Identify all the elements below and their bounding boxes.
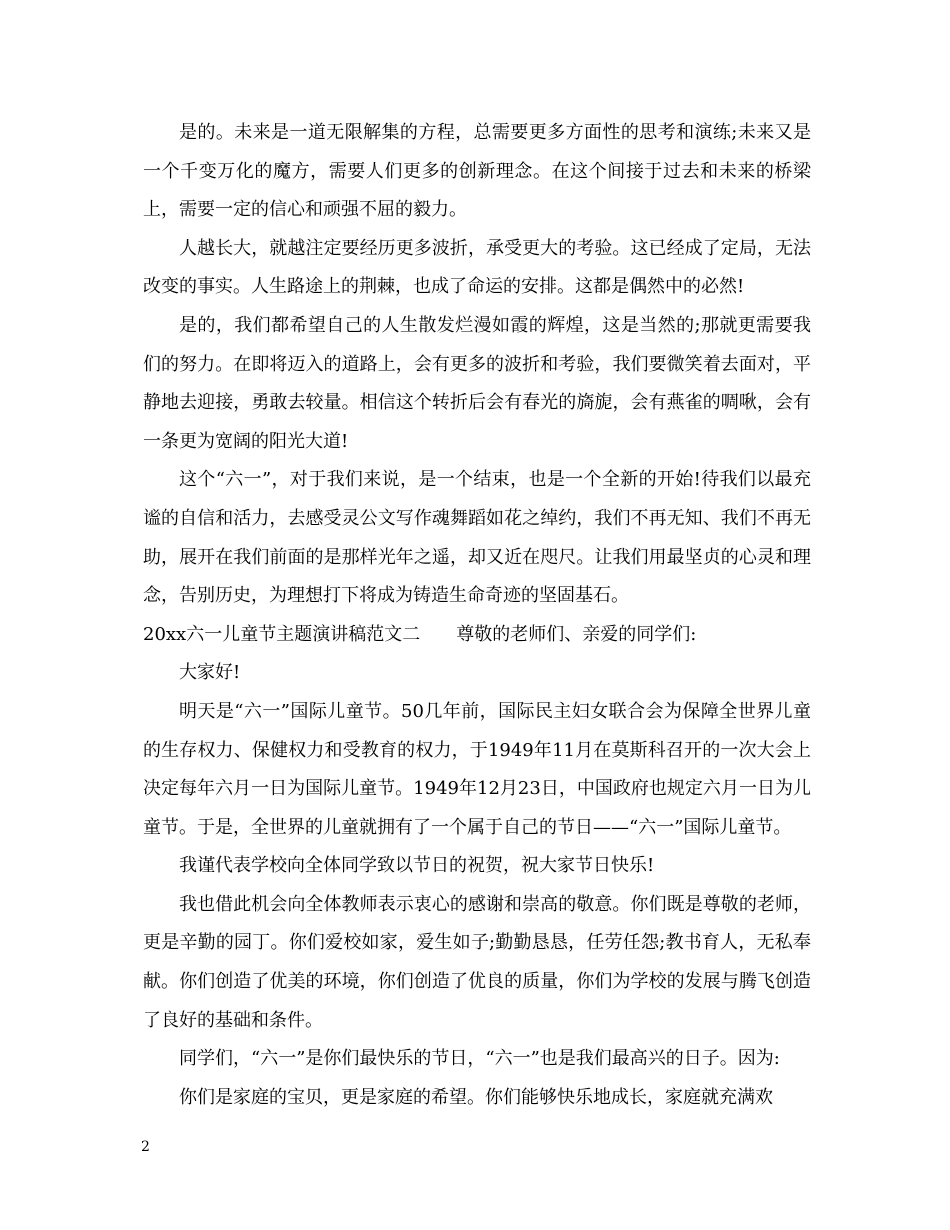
paragraph: 我也借此机会向全体教师表示衷心的感谢和崇高的敬意。你们既是尊敬的老师，更是辛勤的园丁。你们爱校如家，爱生如子;勤勤恳恳，任劳任怨;教书育人，无私奉献。你们创造了优美的环境，你们创造了优良的质量，你们为学校的发展与腾飞创造了良好的基础和条件。	[143, 893, 811, 1031]
paragraph: 是的。未来是一道无限解集的方程，总需要更多方面性的思考和演练;未来又是一个千变万化的魔方，需要人们更多的创新理念。在这个间接于过去和未来的桥梁上，需要一定的信心和顽强不屈的毅力。	[143, 122, 811, 221]
paragraph: 是的，我们都希望自己的人生散发烂漫如霞的辉煌，这是当然的;那就更需要我们的努力。在即将迈入的道路上，会有更多的波折和考验，我们要微笑着去面对，平静地去迎接，勇敢去较量。相信这个转折后会有春光的旖旎，会有燕雀的啁啾，会有一条更为宽阔的阳光大道!	[143, 314, 811, 452]
paragraph: 明天是“六一”国际儿童节。50几年前，国际民主妇女联合会为保障全世界儿童的生存权力、保健权力和受教育的权力，于1949年11月在莫斯科召开的一次大会上决定每年六月一日为国际儿童节。1949年12月23日，中国政府也规定六月一日为儿童节。于是，全世界的儿童就拥有了一个属于自己的节日——“六一”国际儿童节。	[143, 700, 811, 838]
section-heading: 20xx六一儿童节主题演讲稿范文二 尊敬的老师们、亲爱的同学们:	[143, 623, 697, 645]
page-number: 2	[141, 1139, 150, 1155]
paragraph: 你们是家庭的宝贝，更是家庭的希望。你们能够快乐地成长，家庭就充满欢	[179, 1086, 773, 1108]
paragraph: 同学们，“六一”是你们最快乐的节日，“六一”也是我们最高兴的日子。因为:	[179, 1048, 780, 1070]
paragraph: 我谨代表学校向全体同学致以节日的祝贺，祝大家节日快乐!	[179, 855, 655, 877]
paragraph: 人越长大，就越注定要经历更多波折，承受更大的考验。这已经成了定局，无法改变的事实。人生路途上的荆棘，也成了命运的安排。这都是偶然中的必然!	[143, 237, 811, 298]
paragraph: 这个“六一”，对于我们来说，是一个结束，也是一个全新的开始!待我们以最充谧的自信和活力，去感受灵公文写作魂舞蹈如花之绰约，我们不再无知、我们不再无助，展开在我们前面的是那样光年之遥，却又近在咫尺。让我们用最坚贞的心灵和理念，告别历史，为理想打下将成为铸造生命奇迹的坚固基石。	[143, 469, 811, 607]
paragraph: 大家好!	[179, 662, 241, 684]
document-body	[143, 114, 811, 1117]
